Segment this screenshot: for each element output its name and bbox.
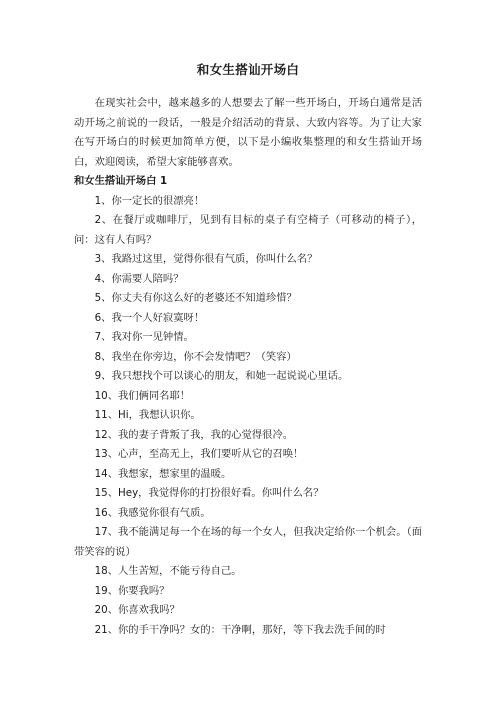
document-body xyxy=(74,94,422,640)
list-item: 13、心声，至高无上，我们要听从它的召唤！ xyxy=(94,448,304,460)
list-item: 10、我们俩同名耶！ xyxy=(94,389,191,402)
list-item: 9、我只想找个可以谈心的朋友，和她一起说说心里话。 xyxy=(94,370,349,382)
intro-paragraph: 在现实社会中，越来越多的人想要去了解一些开场白，开场白通常是活动开场之前说的一段话，一般是介绍活动的背景、大致内容等。为了让大家在写开场白的时候更加简单方便，以下是小编收集整理的和女生搭讪开场白，欢迎阅读，希望大家能够喜欢。 xyxy=(74,97,422,168)
list-item: 16、我感觉你很有气质。 xyxy=(94,506,211,519)
document-title: 和女生搭讪开场白 xyxy=(196,62,300,77)
list-item: 11、Hi，我想认识你。 xyxy=(94,409,201,421)
section-heading: 和女生搭讪开场白 1 xyxy=(74,175,168,187)
list-item: 1、你一定长的很漂亮！ xyxy=(94,194,205,207)
list-item: 17、我不能满足每一个在场的每一个女人，但我决定给你一个机会。（面带笑容的说） xyxy=(74,526,422,558)
list-item: 5、你丈夫有你这么好的老婆还不知道珍惜？ xyxy=(94,292,297,304)
list-item: 6、我一个人好寂寞呀！ xyxy=(94,311,205,324)
list-item: 18、人生苦短，不能亏待自己。 xyxy=(94,565,242,577)
list-item: 15、Hey，我觉得你的打扮很好看。你叫什么名？ xyxy=(94,487,324,499)
list-item: 2、在餐厅或咖啡厅，见到有目标的桌子有空椅子（可移动的椅子），问：这有人有吗？ xyxy=(74,214,422,246)
list-item: 4、你需要人陪吗？ xyxy=(94,272,184,285)
list-item: 7、我对你一见钟情。 xyxy=(94,331,194,343)
list-item: 21、你的手干净吗？女的：干净啊，那好，等下我去洗手间的时 xyxy=(94,623,386,636)
list-item: 14、我想家，想家里的温暖。 xyxy=(94,467,232,480)
list-item: 12、我的妻子背叛了我，我的心觉得很冷。 xyxy=(94,428,294,441)
list-item: 19、你要我吗？ xyxy=(94,584,170,597)
list-item: 3、我路过这里，觉得你很有气质，你叫什么名？ xyxy=(94,253,318,265)
list-item: 8、我坐在你旁边，你不会发情吧？（笑容） xyxy=(94,350,297,363)
list-item: 20、你喜欢我吗？ xyxy=(94,604,180,616)
opening-lines-list xyxy=(74,192,422,641)
